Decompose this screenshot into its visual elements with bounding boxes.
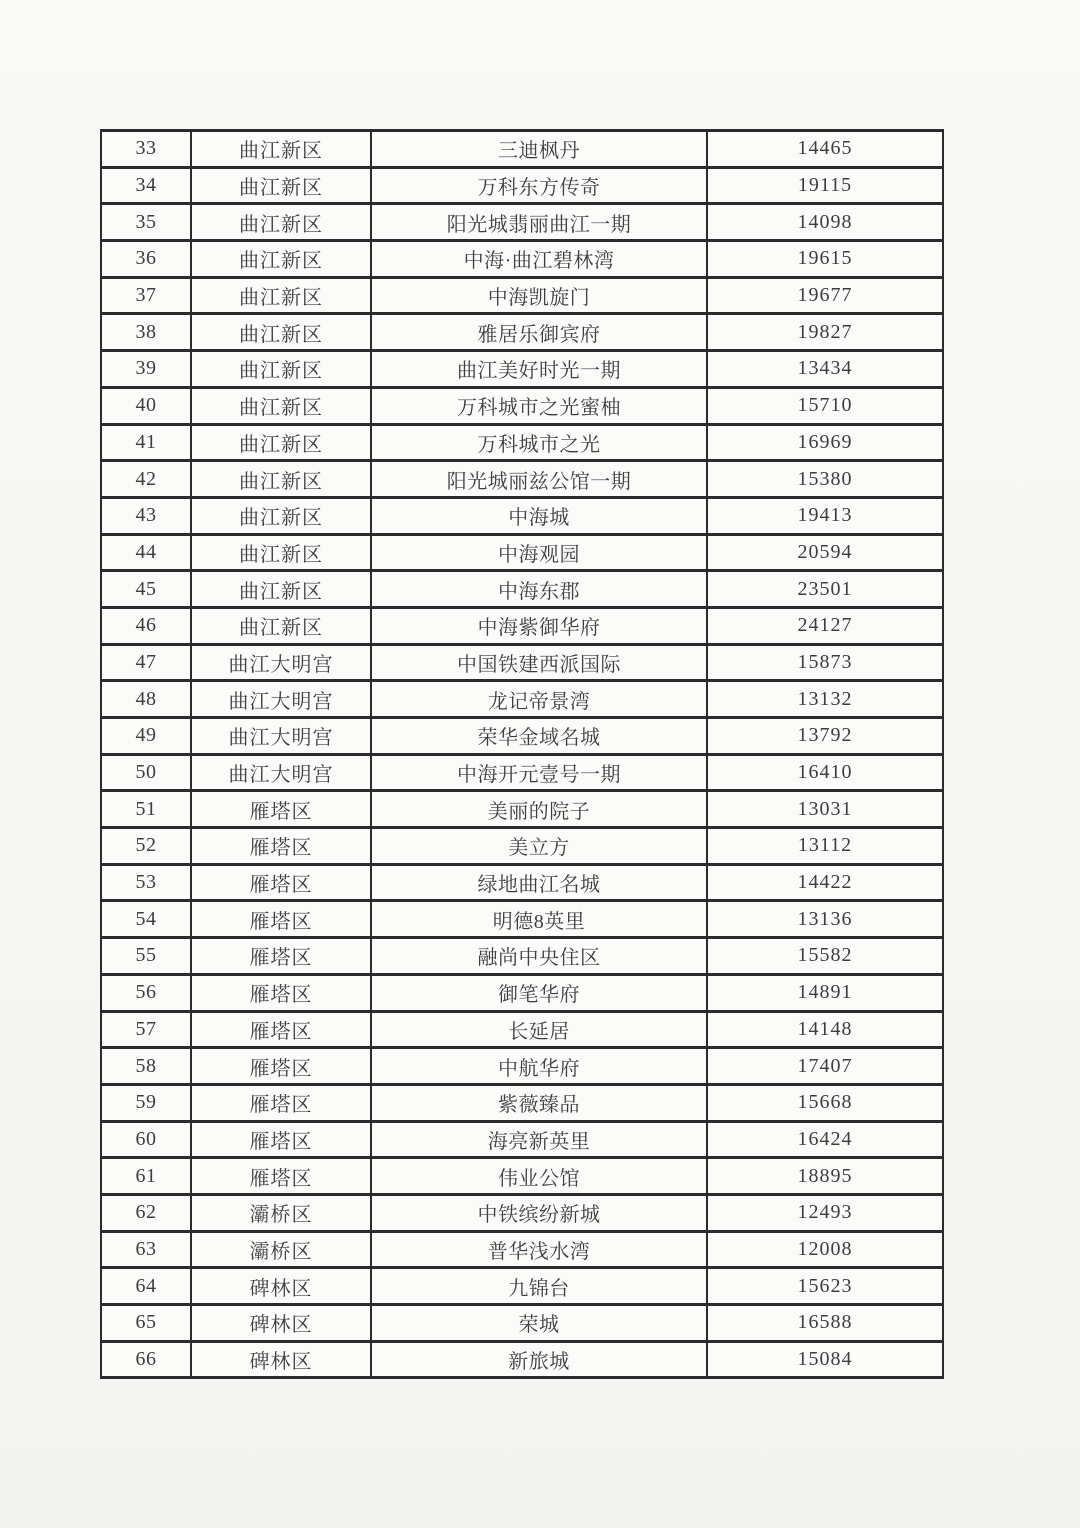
- price-cell: 13792: [707, 718, 943, 755]
- district-cell: 曲江新区: [191, 241, 371, 278]
- table-row: [101, 938, 943, 975]
- district-cell: 曲江新区: [191, 131, 371, 168]
- district-cell: 曲江新区: [191, 534, 371, 571]
- district-cell: 曲江新区: [191, 387, 371, 424]
- row-number-cell: 42: [101, 461, 191, 498]
- price-cell: 15380: [707, 461, 943, 498]
- row-number-cell: 66: [101, 1341, 191, 1378]
- table-row: [101, 424, 943, 461]
- district-cell: 曲江大明宫: [191, 644, 371, 681]
- row-number-cell: 49: [101, 718, 191, 755]
- property-name-cell: 紫薇臻品: [371, 1084, 707, 1121]
- table-row: [101, 1158, 943, 1195]
- district-cell: 曲江新区: [191, 204, 371, 241]
- district-cell: 雁塔区: [191, 791, 371, 828]
- table-row: [101, 974, 943, 1011]
- price-cell: 15873: [707, 644, 943, 681]
- table-row: [101, 754, 943, 791]
- row-number-cell: 43: [101, 497, 191, 534]
- price-cell: 15710: [707, 387, 943, 424]
- table-row: [101, 241, 943, 278]
- district-cell: 曲江大明宫: [191, 718, 371, 755]
- district-cell: 灞桥区: [191, 1194, 371, 1231]
- price-cell: 13136: [707, 901, 943, 938]
- price-cell: 19827: [707, 314, 943, 351]
- table-row: [101, 1305, 943, 1342]
- district-cell: 曲江大明宫: [191, 754, 371, 791]
- row-number-cell: 51: [101, 791, 191, 828]
- price-cell: 15084: [707, 1341, 943, 1378]
- district-cell: 雁塔区: [191, 864, 371, 901]
- row-number-cell: 57: [101, 1011, 191, 1048]
- price-cell: 16424: [707, 1121, 943, 1158]
- row-number-cell: 35: [101, 204, 191, 241]
- price-cell: 12493: [707, 1194, 943, 1231]
- price-cell: 16588: [707, 1305, 943, 1342]
- district-cell: 雁塔区: [191, 828, 371, 865]
- property-name-cell: 中航华府: [371, 1048, 707, 1085]
- price-cell: 18895: [707, 1158, 943, 1195]
- property-name-cell: 九锦台: [371, 1268, 707, 1305]
- price-cell: 16410: [707, 754, 943, 791]
- price-cell: 19677: [707, 277, 943, 314]
- property-name-cell: 美立方: [371, 828, 707, 865]
- table-row: [101, 1231, 943, 1268]
- property-name-cell: 中海城: [371, 497, 707, 534]
- property-name-cell: 中海·曲江碧林湾: [371, 241, 707, 278]
- property-name-cell: 万科城市之光: [371, 424, 707, 461]
- property-name-cell: 美丽的院子: [371, 791, 707, 828]
- table-row: [101, 387, 943, 424]
- property-name-cell: 中海凯旋门: [371, 277, 707, 314]
- table-row: [101, 1268, 943, 1305]
- district-cell: 曲江大明宫: [191, 681, 371, 718]
- price-cell: 16969: [707, 424, 943, 461]
- row-number-cell: 54: [101, 901, 191, 938]
- row-number-cell: 46: [101, 607, 191, 644]
- row-number-cell: 53: [101, 864, 191, 901]
- table-row: [101, 718, 943, 755]
- district-cell: 碑林区: [191, 1305, 371, 1342]
- property-name-cell: 御笔华府: [371, 974, 707, 1011]
- row-number-cell: 44: [101, 534, 191, 571]
- price-cell: 12008: [707, 1231, 943, 1268]
- table-row: [101, 167, 943, 204]
- row-number-cell: 60: [101, 1121, 191, 1158]
- row-number-cell: 40: [101, 387, 191, 424]
- district-cell: 曲江新区: [191, 424, 371, 461]
- property-name-cell: 新旅城: [371, 1341, 707, 1378]
- property-name-cell: 中海观园: [371, 534, 707, 571]
- row-number-cell: 58: [101, 1048, 191, 1085]
- row-number-cell: 61: [101, 1158, 191, 1195]
- table-row: [101, 828, 943, 865]
- property-name-cell: 中海紫御华府: [371, 607, 707, 644]
- price-cell: 19413: [707, 497, 943, 534]
- property-name-cell: 曲江美好时光一期: [371, 351, 707, 388]
- row-number-cell: 50: [101, 754, 191, 791]
- property-name-cell: 万科东方传奇: [371, 167, 707, 204]
- price-cell: 14422: [707, 864, 943, 901]
- district-cell: 曲江新区: [191, 461, 371, 498]
- property-name-cell: 明德8英里: [371, 901, 707, 938]
- table-row: [101, 1084, 943, 1121]
- row-number-cell: 63: [101, 1231, 191, 1268]
- district-cell: 灞桥区: [191, 1231, 371, 1268]
- table-row: [101, 131, 943, 168]
- row-number-cell: 41: [101, 424, 191, 461]
- district-cell: 曲江新区: [191, 277, 371, 314]
- price-cell: 24127: [707, 607, 943, 644]
- price-cell: 14148: [707, 1011, 943, 1048]
- price-cell: 20594: [707, 534, 943, 571]
- property-name-cell: 融尚中央住区: [371, 938, 707, 975]
- district-cell: 曲江新区: [191, 167, 371, 204]
- property-name-cell: 伟业公馆: [371, 1158, 707, 1195]
- row-number-cell: 48: [101, 681, 191, 718]
- row-number-cell: 37: [101, 277, 191, 314]
- property-name-cell: 雅居乐御宾府: [371, 314, 707, 351]
- property-name-cell: 中海开元壹号一期: [371, 754, 707, 791]
- property-name-cell: 阳光城丽兹公馆一期: [371, 461, 707, 498]
- table-row: [101, 497, 943, 534]
- row-number-cell: 62: [101, 1194, 191, 1231]
- district-cell: 雁塔区: [191, 1158, 371, 1195]
- district-cell: 曲江新区: [191, 314, 371, 351]
- property-name-cell: 中国铁建西派国际: [371, 644, 707, 681]
- row-number-cell: 38: [101, 314, 191, 351]
- row-number-cell: 47: [101, 644, 191, 681]
- row-number-cell: 36: [101, 241, 191, 278]
- property-name-cell: 三迪枫丹: [371, 131, 707, 168]
- table-row: [101, 571, 943, 608]
- table-row: [101, 1341, 943, 1378]
- table-row: [101, 791, 943, 828]
- row-number-cell: 55: [101, 938, 191, 975]
- district-cell: 雁塔区: [191, 1084, 371, 1121]
- district-cell: 碑林区: [191, 1268, 371, 1305]
- property-name-cell: 万科城市之光蜜柚: [371, 387, 707, 424]
- price-cell: 15623: [707, 1268, 943, 1305]
- district-cell: 曲江新区: [191, 607, 371, 644]
- table-row: [101, 1194, 943, 1231]
- district-cell: 曲江新区: [191, 497, 371, 534]
- district-cell: 雁塔区: [191, 901, 371, 938]
- price-table: [100, 129, 944, 1379]
- district-cell: 雁塔区: [191, 974, 371, 1011]
- property-name-cell: 龙记帝景湾: [371, 681, 707, 718]
- table-row: [101, 1011, 943, 1048]
- row-number-cell: 59: [101, 1084, 191, 1121]
- row-number-cell: 56: [101, 974, 191, 1011]
- property-name-cell: 中铁缤纷新城: [371, 1194, 707, 1231]
- table-row: [101, 534, 943, 571]
- table-row: [101, 681, 943, 718]
- district-cell: 曲江新区: [191, 351, 371, 388]
- row-number-cell: 34: [101, 167, 191, 204]
- table-row: [101, 1048, 943, 1085]
- property-name-cell: 荣城: [371, 1305, 707, 1342]
- property-name-cell: 长延居: [371, 1011, 707, 1048]
- district-cell: 雁塔区: [191, 1048, 371, 1085]
- table-row: [101, 864, 943, 901]
- price-table-body: [101, 131, 943, 1378]
- row-number-cell: 64: [101, 1268, 191, 1305]
- table-row: [101, 351, 943, 388]
- row-number-cell: 52: [101, 828, 191, 865]
- property-name-cell: 绿地曲江名城: [371, 864, 707, 901]
- table-row: [101, 204, 943, 241]
- property-name-cell: 海亮新英里: [371, 1121, 707, 1158]
- row-number-cell: 45: [101, 571, 191, 608]
- price-cell: 15668: [707, 1084, 943, 1121]
- property-name-cell: 阳光城翡丽曲江一期: [371, 204, 707, 241]
- table-row: [101, 314, 943, 351]
- price-cell: 19115: [707, 167, 943, 204]
- table-row: [101, 1121, 943, 1158]
- price-cell: 13132: [707, 681, 943, 718]
- row-number-cell: 33: [101, 131, 191, 168]
- table-row: [101, 644, 943, 681]
- table-row: [101, 277, 943, 314]
- district-cell: 雁塔区: [191, 1011, 371, 1048]
- price-cell: 13434: [707, 351, 943, 388]
- price-cell: 13112: [707, 828, 943, 865]
- property-name-cell: 普华浅水湾: [371, 1231, 707, 1268]
- row-number-cell: 65: [101, 1305, 191, 1342]
- price-cell: 14098: [707, 204, 943, 241]
- table-row: [101, 461, 943, 498]
- district-cell: 碑林区: [191, 1341, 371, 1378]
- table-row: [101, 901, 943, 938]
- price-cell: 14465: [707, 131, 943, 168]
- table-row: [101, 607, 943, 644]
- price-cell: 15582: [707, 938, 943, 975]
- district-cell: 曲江新区: [191, 571, 371, 608]
- property-name-cell: 中海东郡: [371, 571, 707, 608]
- price-cell: 14891: [707, 974, 943, 1011]
- price-cell: 19615: [707, 241, 943, 278]
- price-cell: 23501: [707, 571, 943, 608]
- property-name-cell: 荣华金域名城: [371, 718, 707, 755]
- price-cell: 17407: [707, 1048, 943, 1085]
- district-cell: 雁塔区: [191, 938, 371, 975]
- price-cell: 13031: [707, 791, 943, 828]
- district-cell: 雁塔区: [191, 1121, 371, 1158]
- row-number-cell: 39: [101, 351, 191, 388]
